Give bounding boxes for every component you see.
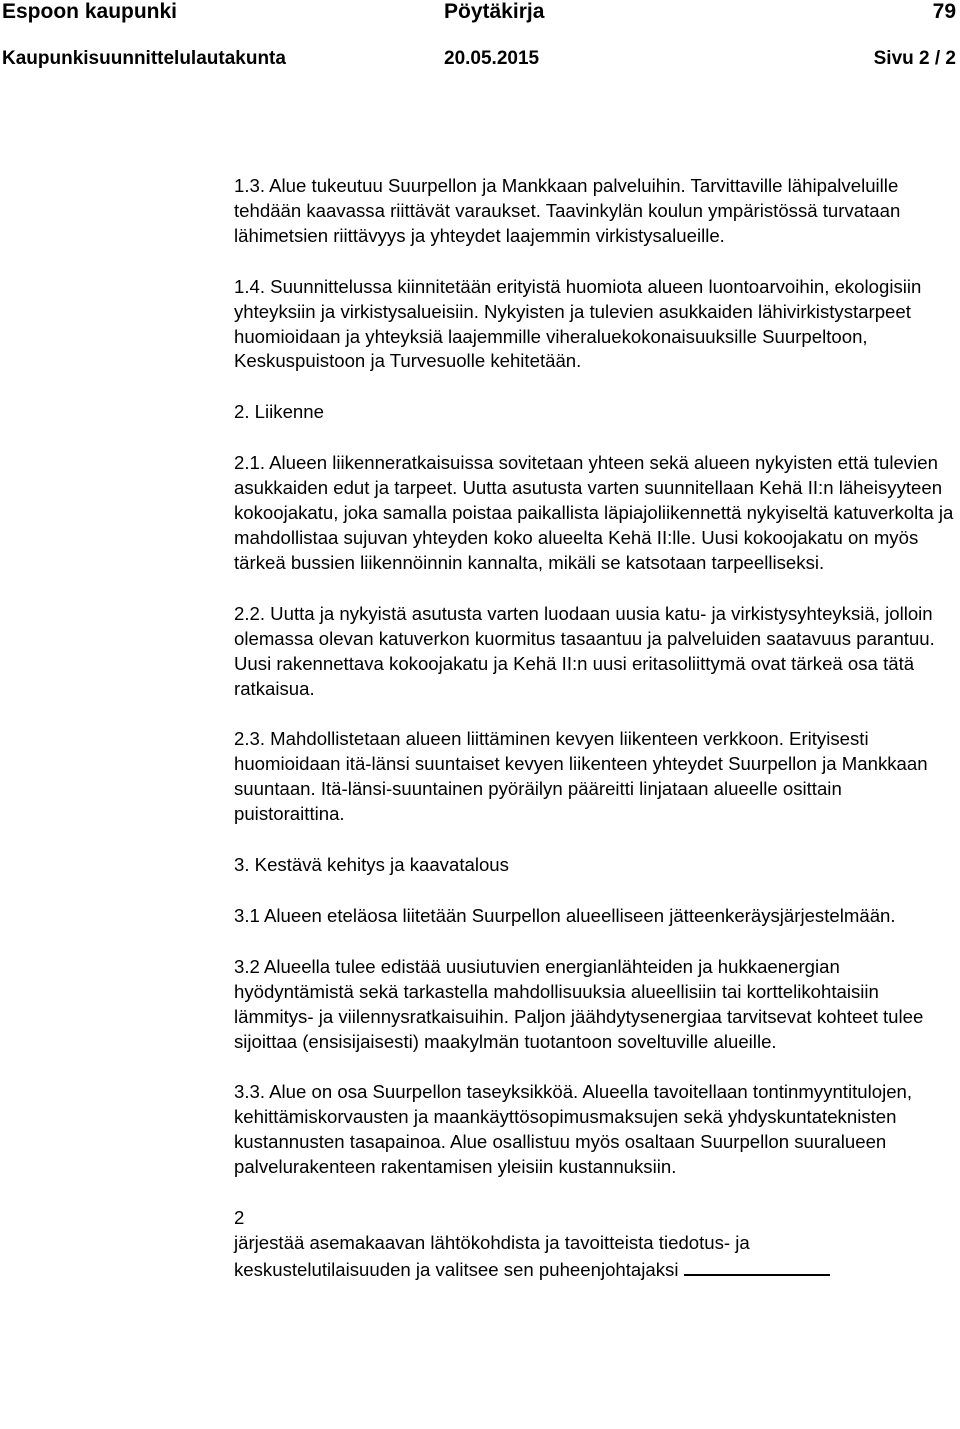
paragraph-2-1: 2.1. Alueen liikenneratkaisuissa sovitetaan yhteen sekä alueen nykyisten että tulevien asukkaiden edut ja tarpeet. Uutta asutusta varten suunnitellaan Kehä II:n läheisyyteen kokoojakatu, joka samalla poistaa paikallista läpiajoliikennettä nykyiseltä katuverkolta ja mahdollistaa sujuvan yhteyden koko alueelta Kehä II:lle. Uusi kokoojakatu on myös tärkeä bussien liikennöinnin kannalta, mikäli se katsotaan tarpeelliseksi. <box>234 452 954 573</box>
paragraph-3-2: 3.2 Alueella tulee edistää uusiutuvien energianlähteiden ja hukkaenergian hyödyntämistä sekä tarkastella mahdollisuuksia alueellisiin tai korttelikohtaisiin lämmitys- ja viilennysratkaisuihin. Paljon jäähdytysenergiaa tarvitsevat kohteet tulee sijoittaa (ensisijaisesti) maakylmän tuotantoon soveltuville alueille. <box>234 955 924 1052</box>
heading-liikenne: 2. Liikenne <box>234 401 324 423</box>
item-2-line-2 <box>234 1256 956 1283</box>
page-indicator: Sivu 2 / 2 <box>873 48 956 69</box>
item-2-line-2-text: keskustelutilaisuuden ja valitsee sen puheenjohtajaksi <box>234 1258 679 1280</box>
committee-name: Kaupunkisuunnittelulautakunta <box>2 48 286 69</box>
section-number: 79 <box>932 0 956 23</box>
paragraph-2-2: 2.2. Uutta ja nykyistä asutusta varten luodaan uusia katu- ja virkistysyhteyksiä, jolloin olemassa olevan katuverkon kuormitus tasaantuu ja palveluiden saatavuus parantuu. Uusi rakennettava kokoojakatu ja Kehä II:n uusi eritasoliittymä ovat tärkeä osa tätä ratkaisua. <box>234 602 935 699</box>
city-name: Espoon kaupunki <box>2 0 178 23</box>
paragraph-2-3: 2.3. Mahdollistetaan alueen liittäminen kevyen liikenteen verkkoon. Erityisesti huomioidaan itä-länsi suuntaiset kevyen liikenteen yhteydet Suurpellon ja Mankkaan suuntaan. Itä-länsi-suuntainen pyöräilyn pääreitti linjataan alueelle osittain puistoraittina. <box>234 728 928 825</box>
item-2-text <box>234 1231 956 1283</box>
paragraph-3-1: 3.1 Alueen eteläosa liitetään Suurpellon alueelliseen jätteenkeräysjärjestelmään. <box>234 904 896 926</box>
paragraph-3-3: 3.3. Alue on osa Suurpellon taseyksikköä. Alueella tavoitellaan tontinmyyntitulojen, kehittämiskorvausten ja maankäyttösopimusmaksujen sekä yhdyskuntateknisten kustannusten tasapainoa. Alue osallistuu myös osaltaan Suurpellon suuralueen palvelurakenteen rakentamisen yleisiin kustannuksiin. <box>234 1081 913 1178</box>
item-2-number: 2 <box>234 1207 245 1229</box>
document-type: Pöytäkirja <box>444 0 545 23</box>
heading-kestava-kehitys: 3. Kestävä kehitys ja kaavatalous <box>234 854 509 876</box>
chairperson-blank-line <box>684 1256 830 1276</box>
item-2-line-1: järjestää asemakaavan lähtökohdista ja tavoitteista tiedotus- ja <box>234 1232 750 1253</box>
document-body <box>234 174 956 1283</box>
paragraph-1-4: 1.4. Suunnittelussa kiinnitetään erityistä huomiota alueen luontoarvoihin, ekologisiin yhteyksiin ja virkistysalueisiin. Nykyisten ja tulevien asukkaiden lähivirkistystarpeet huomioidaan ja yhteyksiä laajemmille viheraluekokonaisuuksille Suurpeltoon, Keskuspuistoon ja Turvesuolle kehitetään. <box>234 275 922 372</box>
paragraph-1-3: 1.3. Alue tukeutuu Suurpellon ja Mankkaan palveluihin. Tarvittaville lähipalveluille tehdään kaavassa riittävät varaukset. Taavinkylän koulun ympäristössä turvataan lähimetsien riittävyys ja yhteydet laajemmin virkistysalueille. <box>234 175 901 246</box>
meeting-date: 20.05.2015 <box>444 48 540 69</box>
